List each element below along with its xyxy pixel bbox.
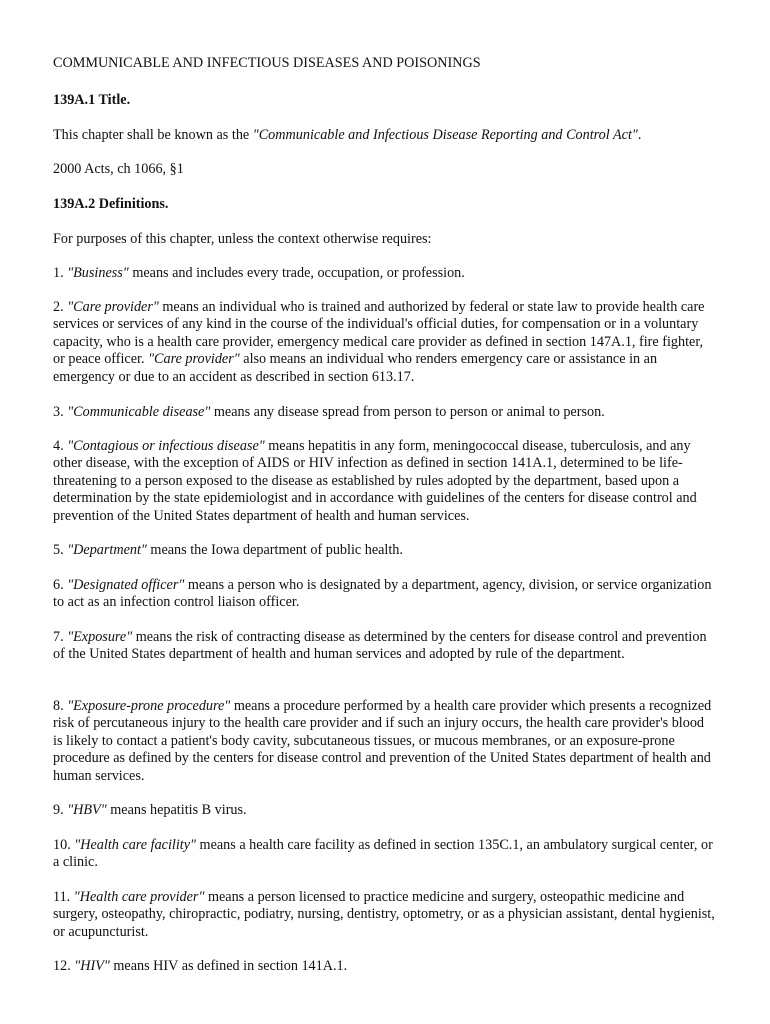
act-title: "Communicable and Infectious Disease Reporting and Control Act" — [252, 127, 638, 143]
definition-term: "Contagious or infectious disease" — [67, 438, 265, 454]
chapter-heading: COMMUNICABLE AND INFECTIOUS DISEASES AND POISONINGS — [53, 55, 481, 71]
definition-number: 11. — [53, 889, 74, 905]
definition-term: "HBV" — [67, 802, 107, 818]
source-note: 2000 Acts, ch 1066, §1 — [53, 161, 184, 177]
definition-term: "Department" — [67, 542, 147, 558]
definition-text: means the risk of contracting disease as determined by the centers for disease control and prevention of the United States department of health and human services and adopted by rule of the department. — [53, 629, 707, 663]
definition-term: "Designated officer" — [67, 577, 185, 593]
definition-term: "HIV" — [74, 958, 110, 974]
definition-term-2: "Care provider" — [148, 351, 240, 368]
definition-text: means hepatitis in any form, meningococcal disease, tuberculosis, and any other disease, with the exception of AIDS or HIV infection as defined in section 141A.1, determined to be life-threatening to a person exposed to the disease as established by rules adopted by the department, based upon a determination by the state epidemiologist and in accordance with guidelines of the centers for disease control and prevention of the United States department of health and human services. — [53, 438, 697, 524]
definition-11 — [53, 889, 717, 941]
definition-9 — [53, 802, 717, 819]
definition-3 — [53, 404, 717, 421]
definition-12 — [53, 958, 717, 975]
definition-text: means a person licensed to practice medicine and surgery, osteopathic medicine and surgery, osteopathy, chiropractic, podiatry, nursing, dentistry, optometry, or as a physician assistant, dental hygienist, or acupuncturist. — [53, 889, 715, 940]
definition-text: means and includes every trade, occupation, or profession. — [128, 265, 465, 281]
definition-term: "Health care provider" — [73, 889, 205, 905]
definition-text: means any disease spread from person to person or animal to person. — [210, 404, 605, 420]
section-heading-title: 139A.1 Title. — [53, 92, 131, 108]
definition-number: 4. — [53, 438, 68, 454]
definition-text: means a procedure performed by a health care provider which presents a recognized risk of percutaneous injury to the health care provider and if such an injury occurs, the health care provider's blood is likely to contact a patient's body cavity, subcutaneous tissues, or mucous membranes, or an exposure-prone procedure as defined by the centers for disease control and prevention of the United States department of health and human services. — [53, 698, 712, 784]
definition-term: "Health care facility" — [74, 837, 196, 853]
definition-term: "Exposure" — [67, 629, 133, 645]
definition-number: 8. — [53, 698, 68, 714]
definition-number: 2. — [53, 299, 68, 315]
definition-number: 12. — [53, 958, 75, 974]
definition-number: 9. — [53, 802, 68, 818]
definition-5 — [53, 542, 717, 559]
definition-number: 7. — [53, 629, 68, 645]
definition-term: "Communicable disease" — [67, 404, 211, 420]
definitions-intro: For purposes of this chapter, unless the context otherwise requires: — [53, 231, 432, 247]
definition-number: 3. — [53, 404, 68, 420]
definition-number: 1. — [53, 265, 68, 281]
definition-6 — [53, 577, 717, 612]
definition-number: 5. — [53, 542, 68, 558]
definition-4 — [53, 438, 717, 525]
title-text-post: . — [637, 127, 642, 143]
definition-number: 10. — [53, 837, 75, 853]
definition-8 — [53, 698, 717, 785]
definition-term: "Business" — [67, 265, 129, 281]
section-heading-definitions: 139A.2 Definitions. — [53, 196, 169, 212]
title-paragraph — [53, 127, 641, 144]
title-text-pre: This chapter shall be known as the — [53, 127, 253, 143]
definition-text: means an individual who is trained and authorized by federal or state law to provide health care services or services of any kind in the course of the individual's official duties, for compensation or in a voluntary capacity, who is a health care provider, emergency medical care provider as defined in section 147A.1, fire fighter, or peace officer. — [53, 299, 705, 368]
definition-text: means hepatitis B virus. — [106, 802, 247, 818]
definition-2 — [53, 299, 717, 386]
definition-text: means a person who is designated by a department, agency, division, or service organization to act as an infection control liaison officer. — [53, 577, 712, 611]
definition-term: "Exposure-prone procedure" — [67, 698, 231, 714]
definition-7 — [53, 629, 717, 664]
definition-1 — [53, 265, 717, 282]
definition-term: "Care provider" — [67, 299, 159, 315]
definition-number: 6. — [53, 577, 68, 593]
definition-text: means HIV as defined in section 141A.1. — [109, 958, 348, 974]
definition-text-2: also means an individual who renders emergency care or assistance in an emergency or due to an accident as described in section 613.17. — [53, 351, 658, 385]
definition-text: means a health care facility as defined in section 135C.1, an ambulatory surgical center, or a clinic. — [53, 837, 713, 871]
definition-text: means the Iowa department of public health. — [146, 542, 403, 558]
definition-10 — [53, 837, 717, 872]
